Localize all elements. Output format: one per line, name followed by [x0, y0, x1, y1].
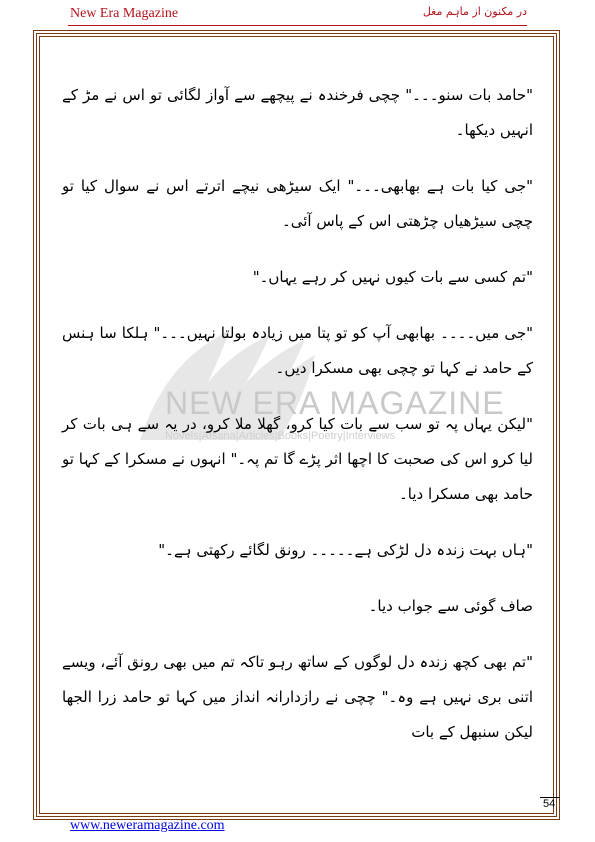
- paragraph: "ہاں بہت زندہ دل لڑکی ہے۔۔۔۔۔ رونق لگائے رکھتی ہے۔": [158, 541, 533, 559]
- paragraph: "تم بھی کچھ زندہ دل لوگوں کے ساتھ رہو تاکہ تم میں بھی رونق آئے، ویسے اتنی بری نہیں ہے وہ۔" چچی نے رازدارانہ انداز میں کہا تو حامد زرا الجھا لیکن سنبھل کے بات: [62, 653, 533, 741]
- watermark-title: NEW ERA MAGAZINE: [165, 385, 505, 421]
- paragraph: صاف گوئی سے جواب دیا۔: [368, 597, 533, 615]
- page-number: 54: [543, 798, 556, 810]
- header-divider: [68, 25, 527, 26]
- story-body: [62, 78, 533, 771]
- website-link[interactable]: www.neweramagazine.com: [70, 818, 225, 833]
- paragraph: "جی کیا بات ہے بھابھی۔۔۔" ایک سیڑھی نیچے اترتے اس نے سوال کیا تو چچی سیڑھیاں چڑھتی اس کے پاس آئی۔: [62, 177, 533, 230]
- paragraph: "جی میں۔۔۔۔ بھابھی آپ کو تو پتا میں زیادہ بولتا نہیں۔۔۔" ہلکا سا ہنس کے حامد نے کہا تو چچی بھی مسکرا دیں۔: [62, 324, 533, 377]
- watermark-subtitle: Novels|Afsana|Articles|Books|Poetry|Interviews: [165, 430, 396, 442]
- story-title: در مکنون از ماہم مغل: [422, 5, 527, 18]
- magazine-name: New Era Magazine: [70, 6, 179, 21]
- paragraph: "حامد بات سنو۔۔۔" چچی فرخندہ نے پیچھے سے آواز لگائی تو اس نے مڑ کے انہیں دیکھا۔: [62, 86, 533, 139]
- paragraph: "تم کسی سے بات کیوں نہیں کر رہے یہاں۔": [252, 268, 533, 286]
- paragraph: "لیکن یہاں پہ تو سب سے بات کیا کرو، گھلا ملا کرو، در یہ سے ہی بات کر لیا کرو اس کی صحبت کا اچھا اثر پڑے گا تم پہ۔" انہوں نے مسکرا کے کہا تو حامد بھی مسکرا دیا۔: [62, 415, 533, 503]
